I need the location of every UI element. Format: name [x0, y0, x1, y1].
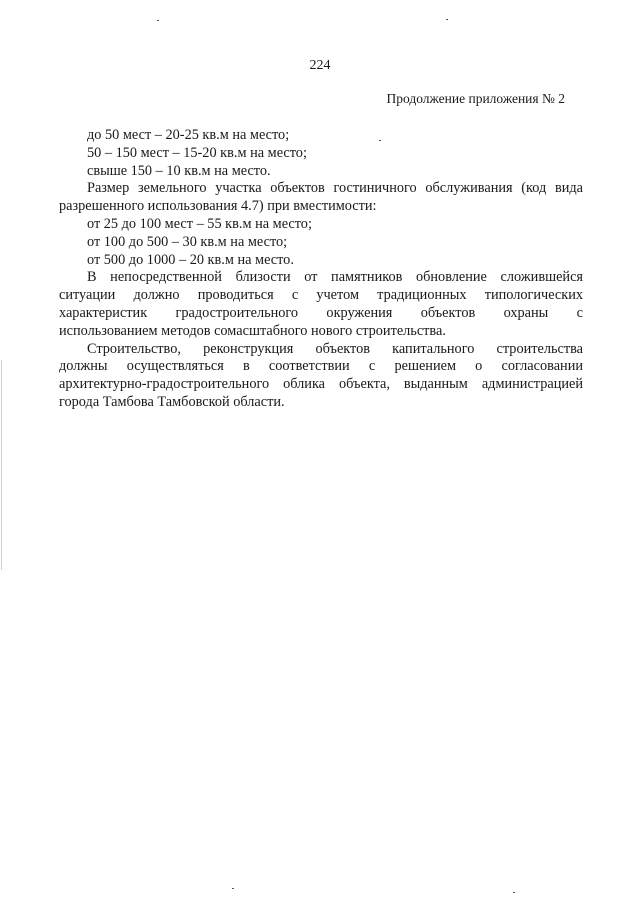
text-line: должны осуществляться в соответствии с решением о согласовании [59, 358, 583, 375]
text-line: от 500 до 1000 – 20 кв.м на место. [87, 251, 294, 268]
text-line: архитектурно-градостроительного облика объекта, выданным администрацией [59, 376, 583, 393]
text-line: разрешенного использования 4.7) при вместимости: [59, 198, 377, 215]
document-body [59, 127, 583, 412]
text-line: от 100 до 500 – 30 кв.м на место; [87, 233, 288, 250]
text-line: от 25 до 100 мест – 55 кв.м на место; [87, 215, 312, 232]
text-line: В непосредственной близости от памятников обновление сложившейся [87, 269, 583, 286]
appendix-continuation-label: Продолжение приложения № 2 [386, 91, 565, 106]
text-line: до 50 мест – 20-25 кв.м на место; [87, 127, 290, 143]
scan-margin-line [1, 360, 2, 570]
text-line: ситуации должно проводиться с учетом традиционных типологических [59, 287, 583, 304]
scan-speck [232, 888, 234, 889]
text-line: Строительство, реконструкция объектов капитального строительства [87, 340, 583, 357]
text-line: использованием методов сомасштабного нового строительства. [59, 322, 446, 339]
text-line: 50 – 150 мест – 15-20 кв.м на место; [87, 144, 307, 161]
text-line: свыше 150 – 10 кв.м на место. [87, 162, 271, 179]
scan-speck [513, 892, 515, 893]
scan-speck [157, 20, 159, 21]
text-line: характеристик градостроительного окружения объектов охраны с [59, 304, 583, 321]
scan-speck [379, 140, 381, 141]
text-line: Размер земельного участка объектов гостиничного обслуживания (код вида [87, 180, 583, 197]
scan-speck [446, 19, 448, 20]
text-line: города Тамбова Тамбовской области. [59, 393, 285, 410]
page-number: 224 [309, 58, 331, 73]
